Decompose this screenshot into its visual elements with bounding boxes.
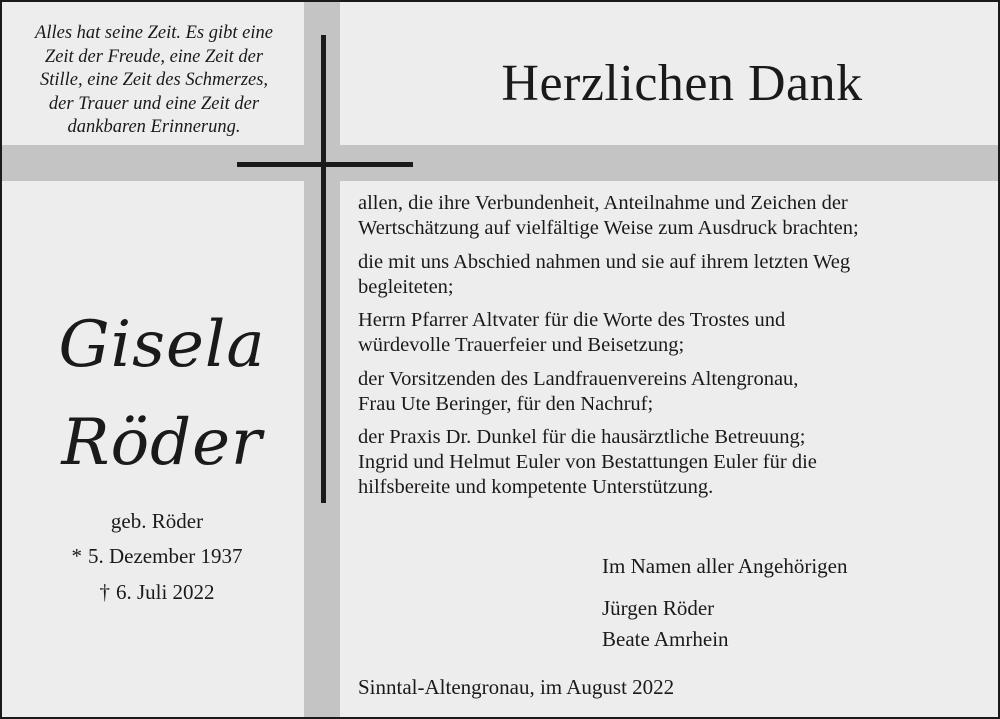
quote-line: Alles hat seine Zeit. Es gibt eine	[35, 23, 273, 43]
thanks-line: Frau Ute Beringer, für den Nachruf;	[358, 392, 654, 415]
quote-line: Zeit der Freude, eine Zeit der	[44, 46, 264, 67]
thanks-line: begleiteten;	[358, 275, 454, 298]
page-title: Herzlichen Dank	[501, 55, 863, 112]
thanks-line: würdevolle Trauerfeier und Beisetzung;	[358, 334, 685, 356]
thanks-text	[358, 191, 978, 509]
thanks-paragraph	[358, 367, 978, 417]
on-behalf-line: Im Namen aller Angehörigen	[602, 554, 848, 578]
quote-line: der Trauer und eine Zeit der	[48, 93, 260, 114]
birth-date: 5. Dezember 1937	[87, 544, 243, 568]
signatory-name: Beate Amrhein	[602, 627, 729, 651]
thanks-paragraph	[358, 250, 978, 300]
thanks-line: die mit uns Abschied nahmen und sie auf ihrem letzten Weg	[358, 250, 851, 273]
quote-line: dankbaren Erinnerung.	[67, 117, 241, 137]
quote	[16, 22, 292, 140]
thanks-line: hilfsbereite und kompetente Unterstützung.	[358, 476, 714, 498]
cross-band-horizontal	[2, 145, 998, 181]
thanks-line: Herrn Pfarrer Altvater für die Worte des Trostes und	[358, 309, 786, 331]
signatory-name: Jürgen Röder	[602, 596, 715, 620]
birth-date-line	[22, 543, 292, 569]
cross-icon-horizontal	[237, 162, 413, 167]
thanks-line: Wertschätzung auf vielfältige Weise zum Ausdruck brachten;	[358, 217, 859, 239]
thanks-line: Ingrid und Helmut Euler von Bestattungen Euler für die	[358, 451, 817, 473]
cross-icon-vertical	[321, 35, 326, 503]
death-dagger-icon: †	[99, 580, 110, 604]
deceased-last-name: Röder	[61, 406, 263, 480]
thanks-line: der Vorsitzenden des Landfrauenvereins Altengronau,	[358, 367, 799, 390]
quote-line: Stille, eine Zeit des Schmerzes,	[39, 70, 269, 90]
thanks-paragraph	[358, 191, 978, 241]
thanks-line: der Praxis Dr. Dunkel für die hausärztliche Betreuung;	[358, 426, 806, 448]
maiden-name: geb. Röder	[110, 509, 204, 533]
place-and-date: Sinntal-Altengronau, im August 2022	[358, 675, 675, 699]
birth-star-icon: *	[71, 544, 82, 568]
thanks-paragraph	[358, 425, 978, 500]
deceased-first-name: Gisela	[58, 308, 266, 382]
death-date: 6. Juli 2022	[115, 580, 215, 604]
death-date-line	[22, 579, 292, 605]
thanks-paragraph	[358, 308, 978, 358]
thanks-line: allen, die ihre Verbundenheit, Anteilnahme und Zeichen der	[358, 192, 848, 214]
